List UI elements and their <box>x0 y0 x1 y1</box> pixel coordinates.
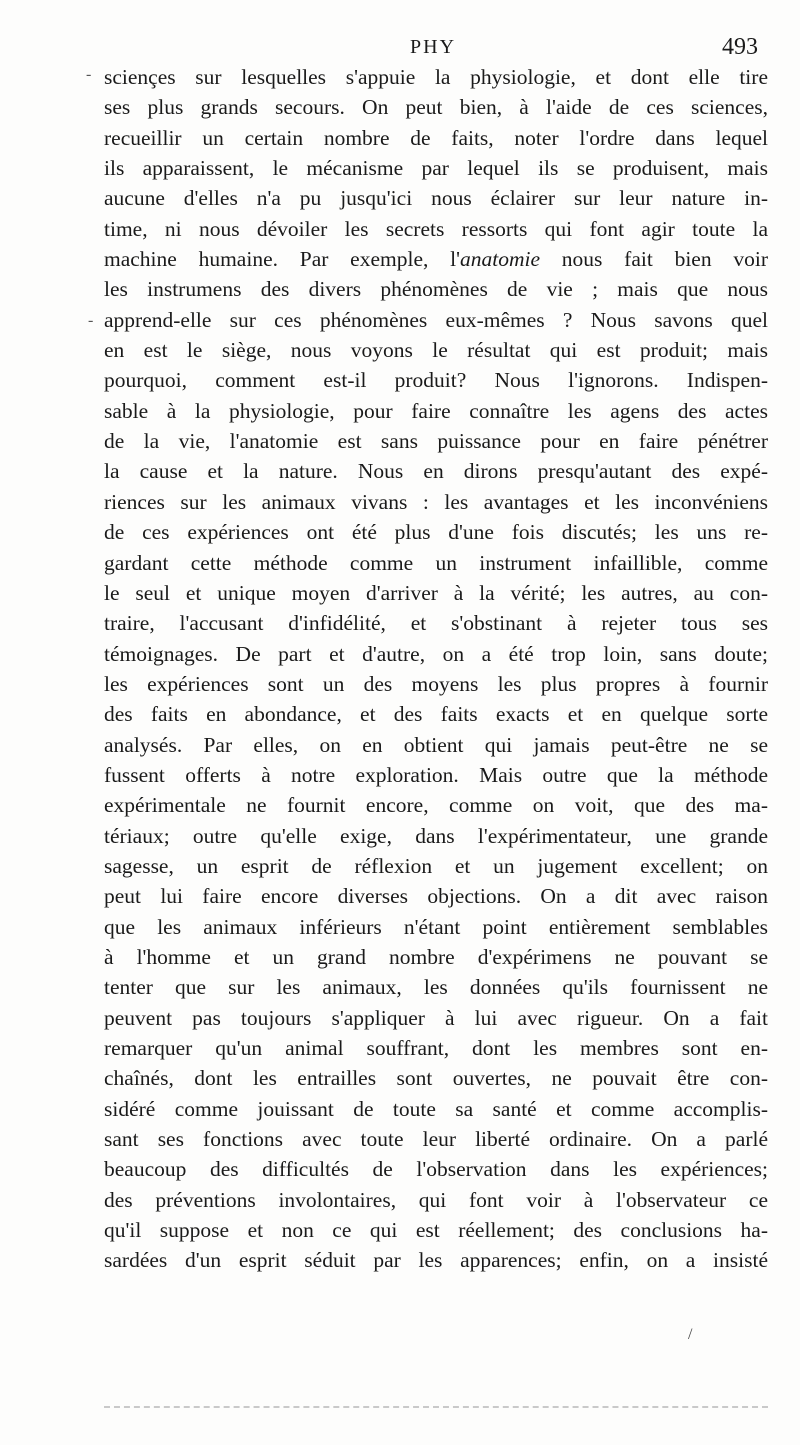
text-line: remarquer qu'un animal souffrant, dont les membres sont en- <box>104 1036 768 1060</box>
text-line: gardant cette méthode comme un instrument infaillible, comme <box>104 550 768 575</box>
text-line: tériaux; outre qu'elle exige, dans l'expérimentateur, une grande <box>104 823 768 848</box>
text-line: peuvent pas toujours s'appliquer à lui avec rigueur. On a fait <box>104 1005 768 1030</box>
text-line: expérimentale ne fournit encore, comme on voit, que des ma- <box>104 793 768 818</box>
text-line: les expériences sont un des moyens les plus propres à fournir <box>104 671 768 696</box>
text-line: que les animaux inférieurs n'étant point entièrement semblables <box>104 914 768 939</box>
running-head <box>0 32 800 62</box>
text-line: de ces expériences ont été plus d'une fois discutés; les uns re- <box>104 520 768 545</box>
text-line: pourquoi, comment est-il produit? Nous l'ignorons. Indispen- <box>104 368 768 393</box>
text-fragment: machine humaine. Par exemple, l' <box>104 247 460 272</box>
text-line: la cause et la nature. Nous en dirons presqu'autant des expé- <box>104 459 768 484</box>
text-line: ses plus grands secours. On peut bien, à l'aide de ces sciences, <box>104 95 768 120</box>
text-line: aucune d'elles n'a pu jusqu'ici nous éclairer sur leur nature in- <box>104 186 768 211</box>
text-line: témoignages. De part et d'autre, on a été trop loin, sans doute; <box>104 641 768 666</box>
italic-term: anatomie <box>460 247 541 272</box>
text-line: des préventions involontaires, qui font voir à l'observateur ce <box>104 1187 768 1212</box>
text-line: traire, l'accusant d'infidélité, et s'obstinant à rejeter tous ses <box>104 611 768 636</box>
text-line: en est le siège, nous voyons le résultat qui est produit; mais <box>104 338 768 363</box>
text-line: time, ni nous dévoiler les secrets ressorts qui font agir toute la <box>104 216 768 241</box>
text-line: sable à la physiologie, pour faire connaître les agens des actes <box>104 398 768 423</box>
margin-dash-mark: - <box>88 312 94 329</box>
footer-dashed-rule <box>104 1406 768 1408</box>
text-line: des faits en abondance, et des faits exacts et en quelque sorte <box>104 702 768 727</box>
text-line: sardées d'un esprit séduit par les apparences; enfin, on a insisté <box>104 1248 768 1273</box>
text-line: beaucoup des difficultés de l'observation dans les expériences; <box>104 1157 768 1182</box>
text-line-with-italic <box>104 244 768 274</box>
text-line: sagesse, un esprit de réflexion et un jugement excellent; on <box>104 853 768 878</box>
text-line: tenter que sur les animaux, les données qu'ils fournissent ne <box>104 975 768 1000</box>
text-line: de la vie, l'anatomie est sans puissance pour en faire pénétrer <box>104 429 768 454</box>
body-text <box>104 62 768 1276</box>
text-line: peut lui faire encore diverses objections. On a dit avec raison <box>104 884 768 909</box>
text-line: qu'il suppose et non ce qui est réellement; des conclusions ha- <box>104 1218 768 1243</box>
text-line: analysés. Par elles, on en obtient qui jamais peut-être ne se <box>104 732 768 757</box>
text-fragment: nous fait bien voir <box>540 247 768 272</box>
margin-dash-mark: - <box>86 66 92 83</box>
page-number: 493 <box>722 34 758 60</box>
text-line: sidéré comme jouissant de toute sa santé et comme accomplis- <box>104 1096 768 1121</box>
text-line: chaînés, dont les entrailles sont ouvertes, ne pouvait être con- <box>104 1066 768 1091</box>
text-line: à l'homme et un grand nombre d'expérimens ne pouvant se <box>104 944 768 969</box>
text-line: ils apparaissent, le mécanisme par lequel ils se produisent, mais <box>104 156 768 181</box>
text-line: recueillir un certain nombre de faits, noter l'ordre dans lequel <box>104 125 768 150</box>
text-line: sant ses fonctions avec toute leur liberté ordinaire. On a parlé <box>104 1127 768 1152</box>
text-line: les instrumens des divers phénomènes de vie ; mais que nous <box>104 277 768 302</box>
text-line: apprend-elle sur ces phénomènes eux-mêmes ? Nous savons quel <box>104 307 768 332</box>
running-head-title: PHY <box>410 36 457 58</box>
stray-ink-mark: / <box>688 1326 693 1343</box>
text-line: riences sur les animaux vivans : les avantages et les inconvéniens <box>104 489 768 514</box>
text-line: fussent offerts à notre exploration. Mais outre que la méthode <box>104 762 768 787</box>
text-line: le seul et unique moyen d'arriver à la vérité; les autres, au con- <box>104 580 768 605</box>
text-line: sciençes sur lesquelles s'appuie la physiologie, et dont elle tire <box>104 65 768 89</box>
